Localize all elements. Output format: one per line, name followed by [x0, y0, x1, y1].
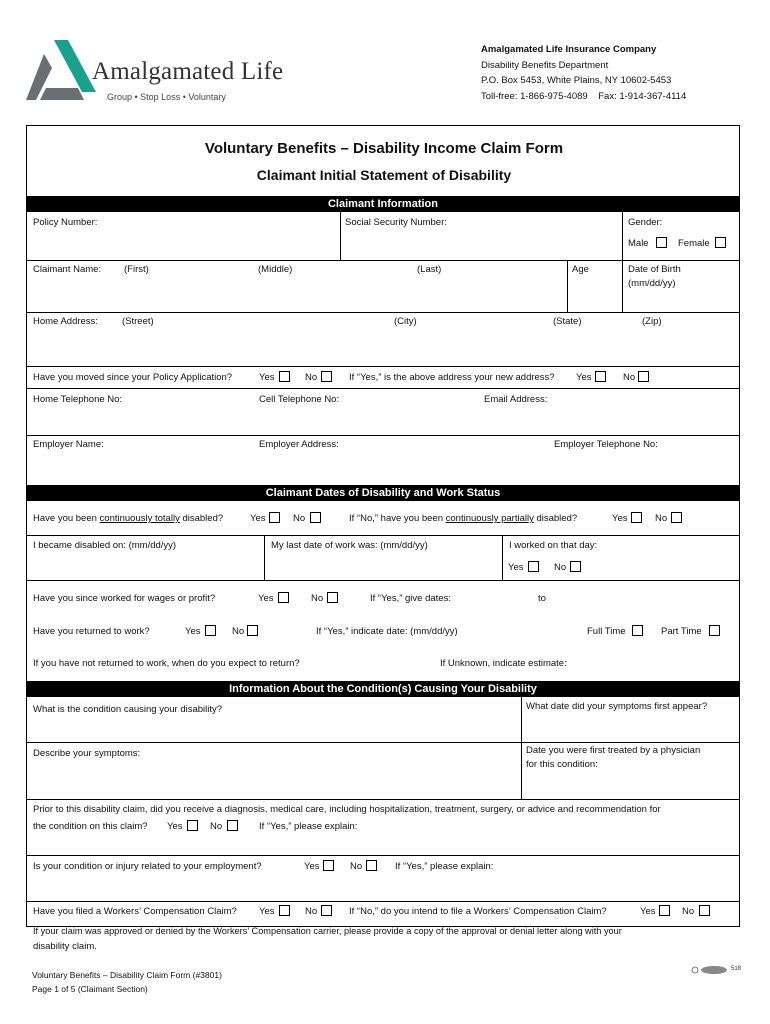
wc-copy-note-1: If your claim was approved or denied by the Workers’ Compensation carrier, please provide a copy of the approval or denial letter along with your [33, 926, 622, 936]
wc-filed-no-label: No [305, 906, 318, 917]
employment-explain-label: If “Yes,” please explain: [395, 861, 494, 872]
street-label: (Street) [122, 316, 154, 327]
wc-copy-note-2: disability claim. [33, 941, 97, 952]
new-address-yes-checkbox[interactable] [595, 371, 606, 382]
state-label: (State) [553, 316, 582, 327]
returned-no-checkbox[interactable] [247, 625, 258, 636]
dates-to-label: to [538, 593, 546, 604]
worked-day-no-checkbox[interactable] [570, 561, 581, 572]
prior-care-yes-label: Yes [167, 821, 183, 832]
prior-care-question-1: Prior to this disability claim, did you receive a diagnosis, medical care, including hospitalization, treatment, surgery, or advice and recommendation for [33, 804, 661, 815]
part-time-checkbox[interactable] [709, 625, 720, 636]
dob-label: Date of Birth [628, 264, 681, 275]
full-time-checkbox[interactable] [632, 625, 643, 636]
returned-yes-checkbox[interactable] [205, 625, 216, 636]
form-title: Voluntary Benefits – Disability Income Claim Form [204, 140, 564, 157]
male-label: Male [628, 238, 649, 249]
describe-symptoms-label: Describe your symptoms: [33, 748, 141, 759]
company-name: Amalgamated Life Insurance Company [481, 44, 657, 55]
first-appear-label: What date did your symptoms first appear? [526, 701, 708, 712]
since-worked-yes-label: Yes [258, 593, 274, 604]
employment-yes-checkbox[interactable] [323, 860, 334, 871]
company-phones: Toll-free: 1-866-975-4089 Fax: 1-914-367-4114 [481, 90, 687, 102]
employment-no-checkbox[interactable] [366, 860, 377, 871]
moved-no-label: No [305, 372, 318, 383]
returned-yes-label: Yes [185, 626, 201, 637]
new-address-no-checkbox[interactable] [638, 371, 649, 382]
prior-care-no-label: No [210, 821, 223, 832]
union-bug [690, 964, 740, 976]
wc-intend-question: If “No,” do you intend to file a Workers’ Compensation Claim? [349, 906, 607, 917]
logo-tagline: Group • Stop Loss • Voluntary [107, 92, 226, 102]
employer-phone-label: Employer Telephone No: [554, 439, 658, 450]
totally-yes-label: Yes [250, 513, 266, 524]
totally-disabled-question: Have you been continuously totally disabled? [33, 513, 224, 524]
union-bug-number: 518 [731, 966, 742, 972]
wc-intend-yes-checkbox[interactable] [659, 905, 670, 916]
totally-yes-checkbox[interactable] [269, 512, 280, 523]
section-condition: Information About the Condition(s) Causing Your Disability [27, 681, 739, 697]
home-phone-label: Home Telephone No: [33, 394, 123, 405]
age-label: Age [572, 264, 589, 275]
page-footer [32, 968, 222, 996]
wc-filed-yes-checkbox[interactable] [279, 905, 290, 916]
worked-that-day-label: I worked on that day: [509, 540, 598, 551]
wc-filed-no-checkbox[interactable] [321, 905, 332, 916]
first-name-label: (First) [124, 264, 149, 275]
wc-intend-no-checkbox[interactable] [699, 905, 710, 916]
returned-question: Have you returned to work? [33, 626, 150, 637]
company-logo-mark [26, 40, 96, 102]
moved-question: Have you moved since your Policy Application? [33, 372, 233, 383]
company-department: Disability Benefits Department [481, 59, 609, 71]
unknown-estimate-label: If Unknown, indicate estimate: [440, 658, 567, 669]
section-dates-of-disability: Claimant Dates of Disability and Work Status [27, 485, 739, 501]
worked-day-no-label: No [554, 562, 567, 573]
since-worked-yes-checkbox[interactable] [278, 592, 289, 603]
form-id: Voluntary Benefits – Disability Claim Form (#3801) [32, 970, 222, 980]
last-name-label: (Last) [417, 264, 442, 275]
partially-no-label: No [655, 513, 668, 524]
since-worked-no-checkbox[interactable] [327, 592, 338, 603]
became-disabled-label: I became disabled on: (mm/dd/yy) [33, 540, 177, 551]
city-label: (City) [394, 316, 417, 327]
last-work-date-label: My last date of work was: (mm/dd/yy) [271, 540, 428, 551]
claimant-name-label: Claimant Name: [33, 264, 102, 275]
part-time-label: Part Time [661, 626, 702, 637]
partially-no-checkbox[interactable] [671, 512, 682, 523]
wc-filed-question: Have you filed a Workers’ Compensation Claim? [33, 906, 237, 917]
employer-address-label: Employer Address: [259, 439, 339, 450]
dob-format: (mm/dd/yy) [628, 278, 676, 289]
since-worked-question: Have you since worked for wages or profit? [33, 593, 216, 604]
email-label: Email Address: [484, 394, 548, 405]
section-claimant-information: Claimant Information [27, 196, 739, 212]
first-treated-label-1: Date you were first treated by a physician [526, 745, 701, 756]
partially-yes-checkbox[interactable] [631, 512, 642, 523]
prior-care-question-2: the condition on this claim? [33, 821, 148, 832]
prior-care-explain-label: If “Yes,” please explain: [259, 821, 358, 832]
form-subtitle: Claimant Initial Statement of Disability [256, 167, 512, 183]
zip-label: (Zip) [642, 316, 662, 327]
partially-yes-label: Yes [612, 513, 628, 524]
worked-day-yes-label: Yes [508, 562, 524, 573]
policy-number-label: Policy Number: [33, 217, 98, 228]
worked-day-yes-checkbox[interactable] [528, 561, 539, 572]
prior-care-yes-checkbox[interactable] [187, 820, 198, 831]
female-checkbox[interactable] [715, 237, 726, 248]
middle-name-label: (Middle) [258, 264, 293, 275]
wc-intend-no-label: No [682, 906, 695, 917]
company-address: P.O. Box 5453, White Plains, NY 10602-5453 [481, 75, 672, 86]
union-bug-icon [690, 964, 730, 976]
employment-yes-label: Yes [304, 861, 320, 872]
cell-phone-label: Cell Telephone No: [259, 394, 340, 405]
full-time-label: Full Time [587, 626, 626, 637]
employment-related-question: Is your condition or injury related to your employment? [33, 861, 262, 872]
wc-intend-yes-label: Yes [640, 906, 656, 917]
logo-wordmark: Amalgamated Life [92, 58, 284, 85]
wc-filed-yes-label: Yes [259, 906, 275, 917]
employer-name-label: Employer Name: [33, 439, 104, 450]
return-date-label: If “Yes,” indicate date: (mm/dd/yy) [316, 626, 458, 637]
claim-form [26, 125, 740, 952]
home-address-label: Home Address: [33, 316, 98, 327]
new-address-question: If “Yes,” is the above address your new address? [349, 372, 555, 383]
partially-disabled-question: If “No,” have you been continuously partially disabled? [349, 513, 578, 524]
give-dates-label: If “Yes,” give dates: [370, 593, 451, 604]
gender-label: Gender: [628, 217, 663, 228]
expect-return-question: If you have not returned to work, when do you expect to return? [33, 658, 300, 669]
first-treated-label-2: for this condition: [526, 759, 598, 770]
since-worked-no-label: No [311, 593, 324, 604]
condition-question: What is the condition causing your disability? [33, 704, 223, 715]
female-label: Female [678, 238, 710, 249]
male-checkbox[interactable] [656, 237, 667, 248]
employment-no-label: No [350, 861, 363, 872]
new-address-no-label: No [623, 372, 636, 383]
new-address-yes-label: Yes [576, 372, 592, 383]
moved-yes-label: Yes [259, 372, 275, 383]
totally-no-checkbox[interactable] [310, 512, 321, 523]
totally-no-label: No [293, 513, 306, 524]
returned-no-label: No [232, 626, 245, 637]
page-number: Page 1 of 5 (Claimant Section) [32, 984, 148, 994]
moved-no-checkbox[interactable] [321, 371, 332, 382]
moved-yes-checkbox[interactable] [279, 371, 290, 382]
ssn-label: Social Security Number: [345, 217, 447, 228]
prior-care-no-checkbox[interactable] [227, 820, 238, 831]
company-contact-block [481, 42, 686, 104]
